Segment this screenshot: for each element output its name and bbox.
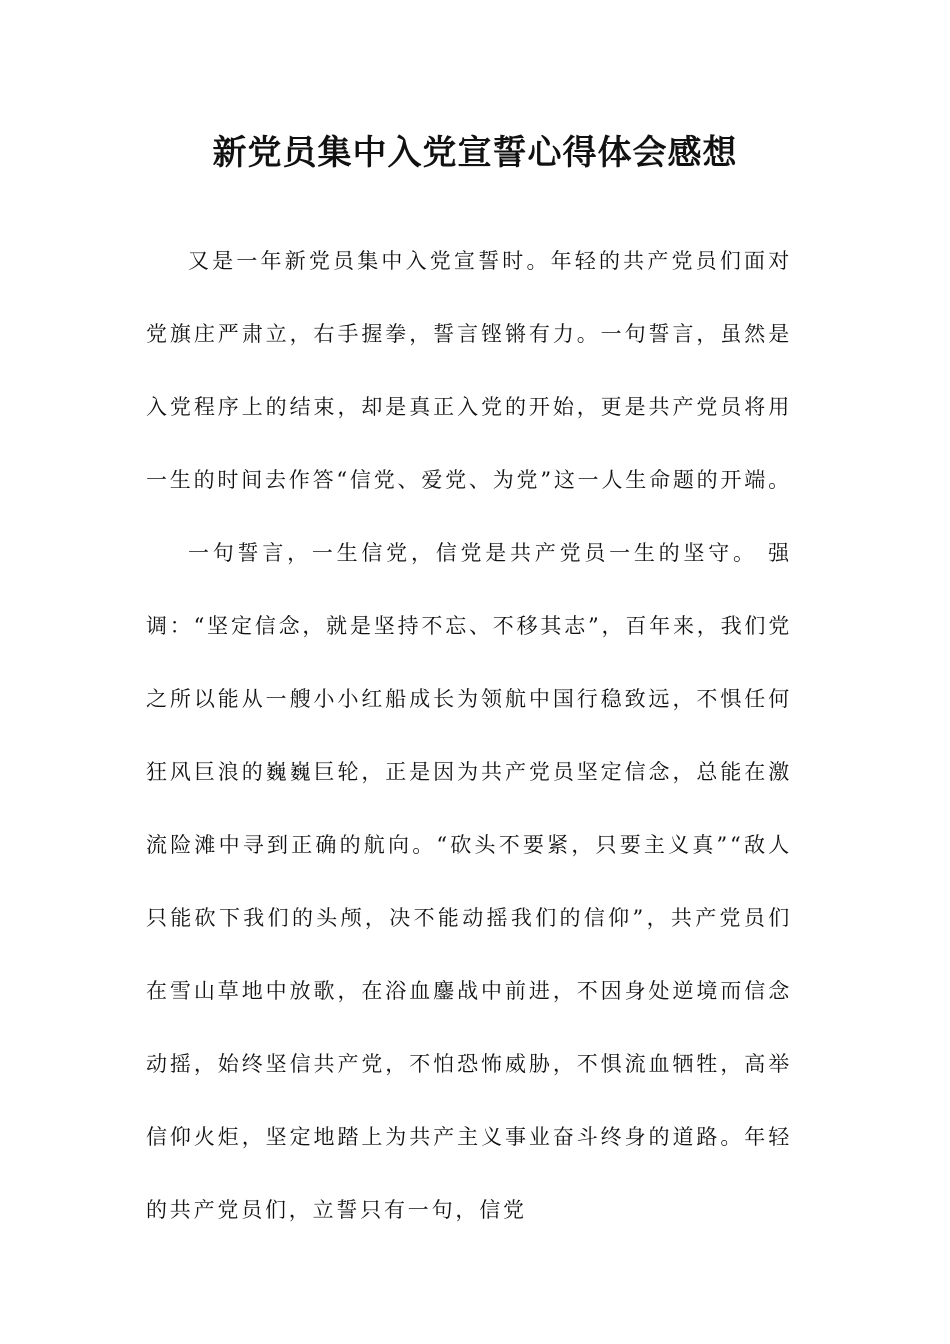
document-title: 新党员集中入党宣誓心得体会感想	[212, 133, 738, 173]
paragraph-2: 一句誓言，一生信党，信党是共产党员一生的坚守。 强调：“坚定信念，就是坚持不忘、不移其志”，百年来，我们党之所以能从一艘小小红船成长为领航中国行稳致远，不惧任何狂风巨浪的巍巍巨轮，正是因为共产党员坚定信念，总能在激流险滩中寻到正确的航向。“砍头不要紧，只要主义真”“敌人只能砍下我们的头颅，决不能动摇我们的信仰”，共产党员们在雪山草地中放歌，在浴血鏖战中前进，不因身处逆境而信念动摇，始终坚信共产党，不怕恐怖威胁，不惧流血牺牲，高举信仰火炬，坚定地踏上为共产主义事业奋斗终身的道路。年轻的共产党员们，立誓只有一句，信党	[146, 541, 792, 1222]
paragraph-1: 又是一年新党员集中入党宣誓时。年轻的共产党员们面对党旗庄严肃立，右手握拳，誓言铿锵有力。一句誓言，虽然是入党程序上的结束，却是真正入党的开始，更是共产党员将用一生的时间去作答“信党、爱党、为党”这一人生命题的开端。	[146, 249, 792, 492]
document-body	[146, 225, 792, 1247]
